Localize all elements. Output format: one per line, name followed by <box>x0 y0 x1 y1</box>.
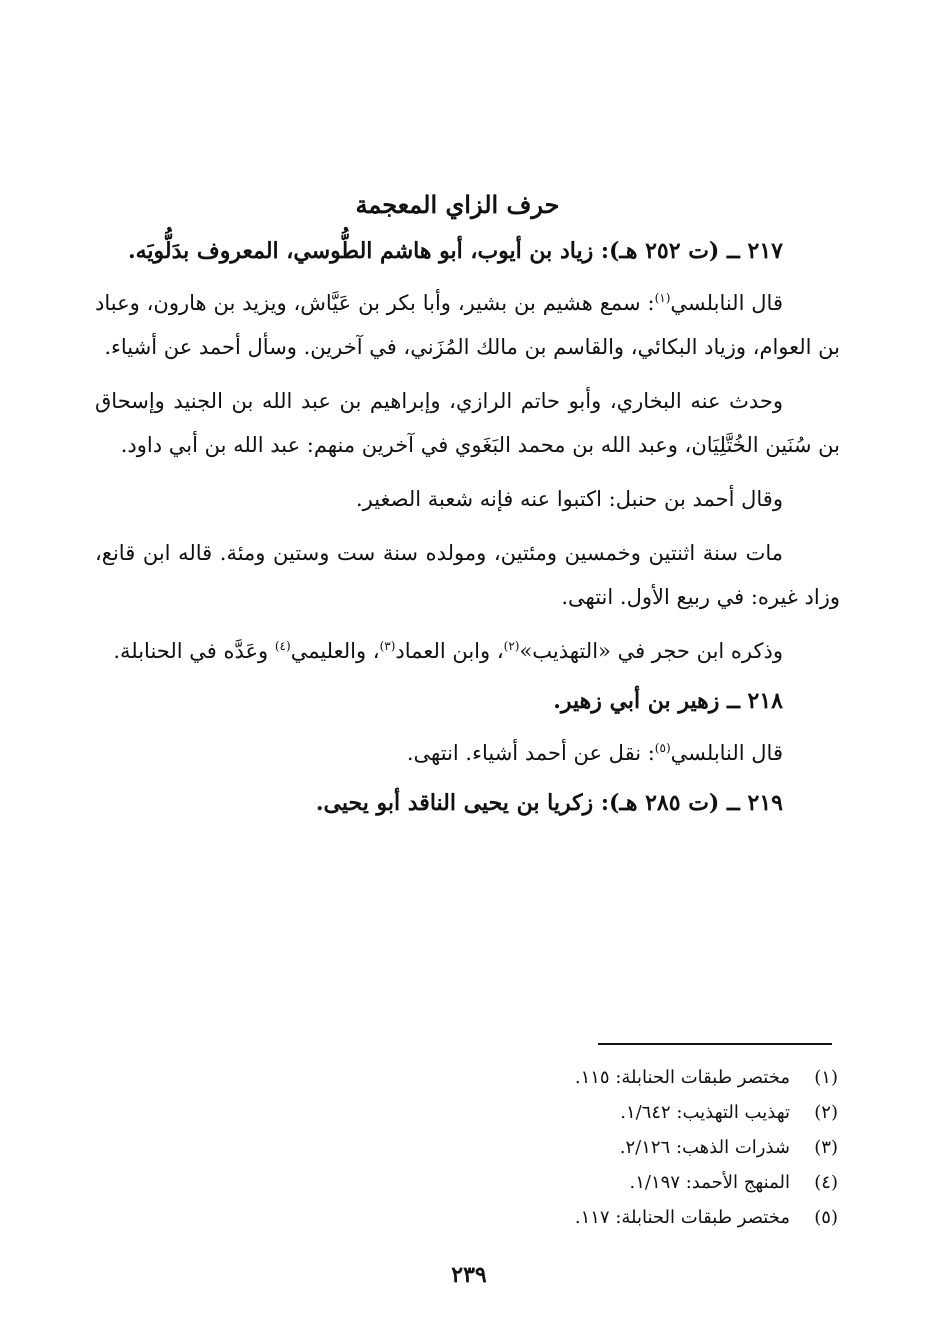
footnote-number: (٤) <box>814 1172 838 1193</box>
footnote-item <box>238 1200 838 1235</box>
footnote-ref-3: (٣) <box>379 639 396 653</box>
footnote-text: تهذيب التهذيب: ١/٦٤٢. <box>620 1102 790 1123</box>
text-run: قال النابلسي <box>670 741 783 765</box>
entry-218-paragraph-1 <box>95 731 840 775</box>
entry-217-heading: ٢١٧ ــ (ت ٢٥٢ هـ): زياد بن أيوب، أبو هاشم الطُّوسي، المعروف بدَلُّويَه. <box>127 238 783 264</box>
entry-217-paragraph-1 <box>95 281 840 369</box>
footnote-item <box>238 1095 838 1130</box>
footnote-ref-5: (٥) <box>654 741 671 755</box>
footnote-text: المنهج الأحمد: ١/١٩٧. <box>629 1172 790 1193</box>
footnote-item <box>238 1130 838 1165</box>
chapter-title: حرف الزاي المعجمة <box>355 190 560 219</box>
footnote-text: شذرات الذهب: ٢/١٢٦. <box>619 1137 790 1158</box>
entry-217-paragraph-2: وحدث عنه البخاري، وأبو حاتم الرازي، وإبراهيم بن عبد الله بن الجنيد وإسحاق بن سُنَين الخُتَّلِيَان، وعبد الله بن محمد البَغَوي في آخرين منهم: عبد الله بن أبي داود. <box>95 389 840 457</box>
entry-217-paragraph-4: مات سنة اثنتين وخمسين ومئتين، ومولده سنة ست وستين ومئة. قاله ابن قانع، وزاد غيره: في ربيع الأول. انتهى. <box>95 541 840 609</box>
text-run: ، والعليمي <box>290 639 380 663</box>
footnotes <box>238 1060 838 1235</box>
footnote-ref-2: (٢) <box>503 639 520 653</box>
footnote-ref-4: (٤) <box>274 639 291 653</box>
footnote-text: مختصر طبقات الحنابلة: ١١٥. <box>574 1067 790 1088</box>
page-number: ٢٣٩ <box>451 1262 487 1288</box>
text-run: ، وابن العماد <box>395 639 504 663</box>
footnote-separator <box>598 1043 832 1045</box>
page-body <box>95 190 840 833</box>
entry-218-heading: ٢١٨ ــ زهير بن أبي زهير. <box>553 688 783 714</box>
footnote-ref-1: (١) <box>654 291 671 305</box>
text-run: : سمع هشيم بن بشير، وأبا بكر بن عَيَّاش، ويزيد بن هارون، وعباد بن العوام، وزياد البكائي، والقاسم بن مالك المُزَني، في آخرين. وسأل أحمد عن أشياء. <box>95 291 840 359</box>
text-run: وعَدَّه في الحنابلة. <box>113 639 275 663</box>
footnote-number: (٥) <box>814 1207 838 1228</box>
entry-217-paragraph-5 <box>95 629 840 673</box>
footnote-text: مختصر طبقات الحنابلة: ١١٧. <box>574 1207 790 1228</box>
footnote-item <box>238 1165 838 1200</box>
footnote-number: (١) <box>814 1067 838 1088</box>
footnote-number: (٢) <box>814 1102 838 1123</box>
text-run: قال النابلسي <box>670 291 783 315</box>
text-run: : نقل عن أحمد أشياء. انتهى. <box>406 741 655 765</box>
entry-217-paragraph-3: وقال أحمد بن حنبل: اكتبوا عنه فإنه شعبة الصغير. <box>355 487 783 511</box>
text-run: وذكره ابن حجر في «التهذيب» <box>519 639 783 663</box>
entry-219-heading: ٢١٩ ــ (ت ٢٨٥ هـ): زكريا بن يحيى الناقد أبو يحيى. <box>315 790 783 816</box>
footnote-number: (٣) <box>814 1137 838 1158</box>
footnote-item <box>238 1060 838 1095</box>
